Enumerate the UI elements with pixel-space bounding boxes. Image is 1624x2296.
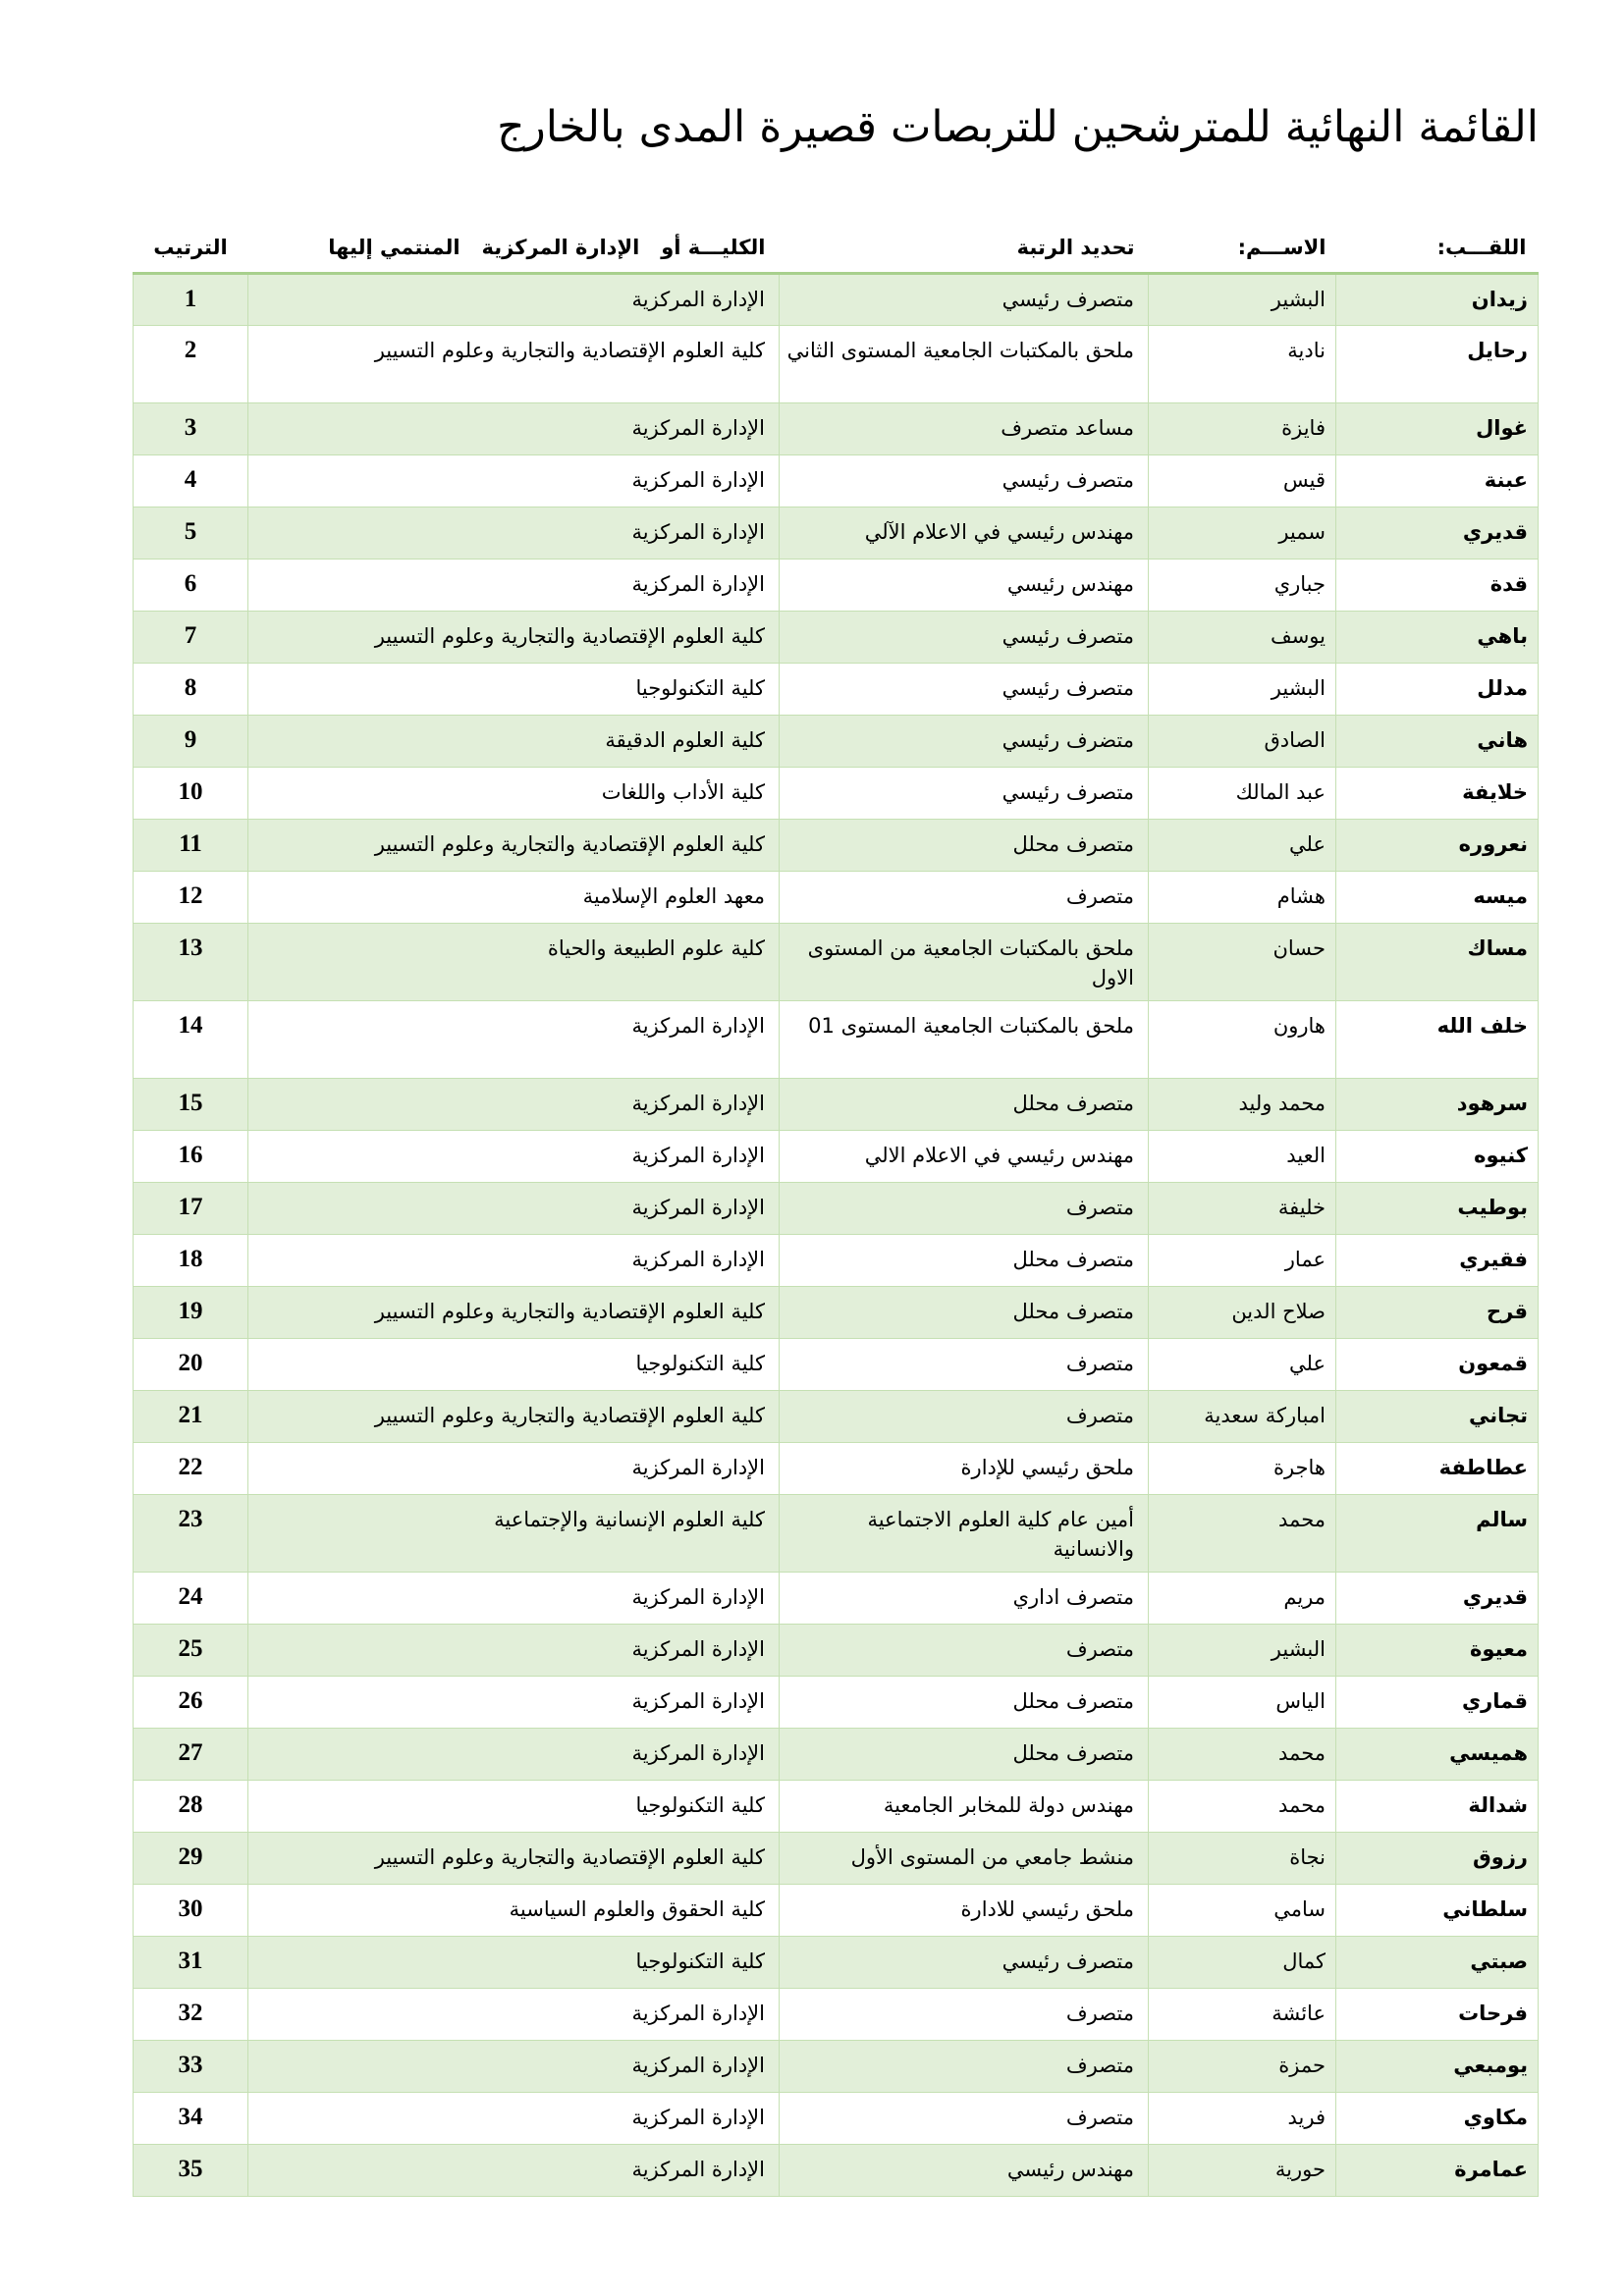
name-cell: عائشة (1149, 1988, 1336, 2040)
name-cell: الياس (1149, 1676, 1336, 1728)
rank-cell: متصرف (780, 1182, 1149, 1234)
faculty-cell: الإدارة المركزية (248, 1182, 780, 1234)
faculty-cell: الإدارة المركزية (248, 1572, 780, 1624)
surname-cell: قديري (1336, 507, 1539, 559)
name-cell: البشير (1149, 663, 1336, 715)
name-cell: عبد المالك (1149, 767, 1336, 819)
table-row (134, 871, 1539, 923)
order-cell: 18 (134, 1234, 248, 1286)
faculty-cell: كلية العلوم الدقيقة (248, 715, 780, 767)
faculty-cell: الإدارة المركزية (248, 1442, 780, 1494)
rank-cell: مهندس رئيسي (780, 2144, 1149, 2196)
surname-cell: زيدان (1336, 273, 1539, 325)
rank-cell: مهندس رئيسي في الاعلام الالي (780, 1130, 1149, 1182)
order-cell: 35 (134, 2144, 248, 2196)
surname-cell: فرحات (1336, 1988, 1539, 2040)
name-cell: كمال (1149, 1936, 1336, 1988)
order-cell: 17 (134, 1182, 248, 1234)
faculty-cell: كلية التكنولوجيا (248, 1338, 780, 1390)
faculty-cell: الإدارة المركزية (248, 1000, 780, 1078)
rank-cell: منشط جامعي من المستوى الأول (780, 1832, 1149, 1884)
table-row (134, 1988, 1539, 2040)
faculty-cell: الإدارة المركزية (248, 454, 780, 507)
surname-cell: صبتي (1336, 1936, 1539, 1988)
surname-cell: قرح (1336, 1286, 1539, 1338)
surname-cell: خلف الله (1336, 1000, 1539, 1078)
rank-cell: متصرف (780, 2040, 1149, 2092)
faculty-cell: الإدارة المركزية (248, 1624, 780, 1676)
surname-cell: نعروره (1336, 819, 1539, 871)
order-cell: 14 (134, 1000, 248, 1078)
rank-cell: مهندس دولة للمخابر الجامعية (780, 1780, 1149, 1832)
rank-cell: متصرف (780, 1624, 1149, 1676)
rank-cell: ملحق رئيسي للادارة (780, 1884, 1149, 1936)
header-surname: اللقـــب: (1336, 224, 1539, 273)
surname-cell: قدة (1336, 559, 1539, 611)
surname-cell: عطاطفة (1336, 1442, 1539, 1494)
order-cell: 22 (134, 1442, 248, 1494)
page-title: القائمة النهائية للمترشحين للتربصات قصيرة المدى بالخارج (497, 102, 1539, 152)
rank-cell: متصرف رئيسي (780, 1936, 1149, 1988)
faculty-cell: كلية التكنولوجيا (248, 1936, 780, 1988)
faculty-cell: كلية التكنولوجيا (248, 663, 780, 715)
table-row (134, 1390, 1539, 1442)
rank-cell: متصرف محلل (780, 1078, 1149, 1130)
table-row (134, 507, 1539, 559)
header-order: الترتيب (134, 224, 248, 273)
name-cell: محمد وليد (1149, 1078, 1336, 1130)
surname-cell: شدالة (1336, 1780, 1539, 1832)
candidates-table-container (134, 224, 1539, 2197)
name-cell: حمزة (1149, 2040, 1336, 2092)
table-row (134, 663, 1539, 715)
faculty-cell: الإدارة المركزية (248, 1988, 780, 2040)
name-cell: مريم (1149, 1572, 1336, 1624)
order-cell: 32 (134, 1988, 248, 2040)
order-cell: 11 (134, 819, 248, 871)
order-cell: 20 (134, 1338, 248, 1390)
rank-cell: متصرف رئيسي (780, 611, 1149, 663)
name-cell: محمد (1149, 1494, 1336, 1572)
order-cell: 25 (134, 1624, 248, 1676)
rank-cell: ملحق بالمكتبات الجامعية المستوى الثاني (780, 325, 1149, 402)
name-cell: فايزة (1149, 402, 1336, 454)
surname-cell: مساك (1336, 923, 1539, 1000)
rank-cell: متصرف محلل (780, 1676, 1149, 1728)
order-cell: 28 (134, 1780, 248, 1832)
table-row (134, 1286, 1539, 1338)
order-cell: 13 (134, 923, 248, 1000)
faculty-cell: كلية العلوم الإقتصادية والتجارية وعلوم التسيير (248, 1832, 780, 1884)
table-row (134, 1780, 1539, 1832)
surname-cell: رزوق (1336, 1832, 1539, 1884)
order-cell: 9 (134, 715, 248, 767)
order-cell: 5 (134, 507, 248, 559)
name-cell: هارون (1149, 1000, 1336, 1078)
order-cell: 12 (134, 871, 248, 923)
table-row (134, 454, 1539, 507)
rank-cell: متصرف محلل (780, 819, 1149, 871)
table-row (134, 2144, 1539, 2196)
name-cell: الصادق (1149, 715, 1336, 767)
surname-cell: خلايفة (1336, 767, 1539, 819)
surname-cell: هاني (1336, 715, 1539, 767)
table-row (134, 325, 1539, 402)
candidates-table (133, 224, 1539, 2197)
faculty-cell: كلية علوم الطبيعة والحياة (248, 923, 780, 1000)
table-row (134, 1936, 1539, 1988)
order-cell: 16 (134, 1130, 248, 1182)
surname-cell: سالم (1336, 1494, 1539, 1572)
name-cell: جباري (1149, 559, 1336, 611)
surname-cell: كنيوه (1336, 1130, 1539, 1182)
surname-cell: عمامرة (1336, 2144, 1539, 2196)
faculty-cell: كلية العلوم الإقتصادية والتجارية وعلوم التسيير (248, 611, 780, 663)
order-cell: 6 (134, 559, 248, 611)
name-cell: علي (1149, 1338, 1336, 1390)
rank-cell: متصرف (780, 871, 1149, 923)
faculty-cell: كلية الأداب واللغات (248, 767, 780, 819)
faculty-cell: الإدارة المركزية (248, 2092, 780, 2144)
table-row (134, 611, 1539, 663)
faculty-cell: الإدارة المركزية (248, 1130, 780, 1182)
rank-cell: متصرف رئيسي (780, 767, 1149, 819)
surname-cell: قماري (1336, 1676, 1539, 1728)
rank-cell: متصرف (780, 2092, 1149, 2144)
faculty-cell: الإدارة المركزية (248, 559, 780, 611)
rank-cell: متصرف رئيسي (780, 663, 1149, 715)
table-row (134, 2092, 1539, 2144)
order-cell: 2 (134, 325, 248, 402)
surname-cell: غوال (1336, 402, 1539, 454)
table-row (134, 1182, 1539, 1234)
table-row (134, 1130, 1539, 1182)
faculty-cell: كلية العلوم الإقتصادية والتجارية وعلوم التسيير (248, 1390, 780, 1442)
name-cell: امباركة سعدية (1149, 1390, 1336, 1442)
table-row (134, 1676, 1539, 1728)
faculty-cell: الإدارة المركزية (248, 2144, 780, 2196)
order-cell: 10 (134, 767, 248, 819)
name-cell: صلاح الدين (1149, 1286, 1336, 1338)
faculty-cell: معهد العلوم الإسلامية (248, 871, 780, 923)
faculty-cell: الإدارة المركزية (248, 1728, 780, 1780)
rank-cell: متصرف اداري (780, 1572, 1149, 1624)
table-row (134, 1624, 1539, 1676)
faculty-cell: الإدارة المركزية (248, 273, 780, 325)
table-row (134, 819, 1539, 871)
name-cell: هاجرة (1149, 1442, 1336, 1494)
table-row (134, 402, 1539, 454)
name-cell: خليفة (1149, 1182, 1336, 1234)
table-row (134, 715, 1539, 767)
name-cell: عمار (1149, 1234, 1336, 1286)
table-row (134, 1442, 1539, 1494)
surname-cell: رحايل (1336, 325, 1539, 402)
table-row (134, 1338, 1539, 1390)
order-cell: 30 (134, 1884, 248, 1936)
rank-cell: متصرف (780, 1390, 1149, 1442)
order-cell: 21 (134, 1390, 248, 1442)
name-cell: سمير (1149, 507, 1336, 559)
name-cell: يوسف (1149, 611, 1336, 663)
table-row (134, 767, 1539, 819)
faculty-cell: كلية العلوم الإقتصادية والتجارية وعلوم التسيير (248, 819, 780, 871)
name-cell: محمد (1149, 1728, 1336, 1780)
order-cell: 19 (134, 1286, 248, 1338)
surname-cell: عبنة (1336, 454, 1539, 507)
order-cell: 1 (134, 273, 248, 325)
name-cell: البشير (1149, 273, 1336, 325)
name-cell: علي (1149, 819, 1336, 871)
faculty-cell: الإدارة المركزية (248, 2040, 780, 2092)
name-cell: حسان (1149, 923, 1336, 1000)
rank-cell: ملحق بالمكتبات الجامعية المستوى 01 (780, 1000, 1149, 1078)
rank-cell: متصرف (780, 1338, 1149, 1390)
order-cell: 3 (134, 402, 248, 454)
table-row (134, 273, 1539, 325)
surname-cell: مكاوي (1336, 2092, 1539, 2144)
faculty-cell: الإدارة المركزية (248, 1234, 780, 1286)
table-row (134, 559, 1539, 611)
table-row (134, 1234, 1539, 1286)
name-cell: محمد (1149, 1780, 1336, 1832)
name-cell: حورية (1149, 2144, 1336, 2196)
faculty-cell: كلية التكنولوجيا (248, 1780, 780, 1832)
rank-cell: ملحق بالمكتبات الجامعية من المستوى الاول (780, 923, 1149, 1000)
surname-cell: مدلل (1336, 663, 1539, 715)
order-cell: 34 (134, 2092, 248, 2144)
faculty-cell: الإدارة المركزية (248, 402, 780, 454)
rank-cell: متصرف محلل (780, 1286, 1149, 1338)
surname-cell: يومبعي (1336, 2040, 1539, 2092)
surname-cell: بوطيب (1336, 1182, 1539, 1234)
order-cell: 26 (134, 1676, 248, 1728)
surname-cell: باهي (1336, 611, 1539, 663)
faculty-cell: كلية الحقوق والعلوم السياسية (248, 1884, 780, 1936)
table-row (134, 1000, 1539, 1078)
rank-cell: مساعد متصرف (780, 402, 1149, 454)
table-row (134, 1494, 1539, 1572)
rank-cell: ملحق رئيسي للإدارة (780, 1442, 1149, 1494)
surname-cell: قديري (1336, 1572, 1539, 1624)
order-cell: 29 (134, 1832, 248, 1884)
rank-cell: أمين عام كلية العلوم الاجتماعية والانسانية (780, 1494, 1149, 1572)
faculty-cell: الإدارة المركزية (248, 1676, 780, 1728)
header-rank: تحديد الرتبة (780, 224, 1149, 273)
table-row (134, 2040, 1539, 2092)
name-cell: البشير (1149, 1624, 1336, 1676)
rank-cell: متصرف (780, 1988, 1149, 2040)
name-cell: نادية (1149, 325, 1336, 402)
header-name: الاســـم: (1149, 224, 1336, 273)
faculty-cell: كلية العلوم الإقتصادية والتجارية وعلوم التسيير (248, 325, 780, 402)
rank-cell: متصرف محلل (780, 1234, 1149, 1286)
surname-cell: سرهود (1336, 1078, 1539, 1130)
surname-cell: ميسه (1336, 871, 1539, 923)
faculty-cell: الإدارة المركزية (248, 1078, 780, 1130)
order-cell: 24 (134, 1572, 248, 1624)
name-cell: نجاة (1149, 1832, 1336, 1884)
rank-cell: متصرف محلل (780, 1728, 1149, 1780)
header-faculty: الكليـــة أو الإدارة المركزية المنتمي إليها (248, 224, 780, 273)
surname-cell: معيوة (1336, 1624, 1539, 1676)
surname-cell: فقيري (1336, 1234, 1539, 1286)
order-cell: 8 (134, 663, 248, 715)
order-cell: 27 (134, 1728, 248, 1780)
faculty-cell: كلية العلوم الإنسانية والإجتماعية (248, 1494, 780, 1572)
table-row (134, 923, 1539, 1000)
name-cell: هشام (1149, 871, 1336, 923)
name-cell: فريد (1149, 2092, 1336, 2144)
rank-cell: مهندس رئيسي (780, 559, 1149, 611)
rank-cell: متصرف رئيسي (780, 454, 1149, 507)
order-cell: 15 (134, 1078, 248, 1130)
order-cell: 31 (134, 1936, 248, 1988)
surname-cell: هميسي (1336, 1728, 1539, 1780)
order-cell: 7 (134, 611, 248, 663)
faculty-cell: الإدارة المركزية (248, 507, 780, 559)
name-cell: العيد (1149, 1130, 1336, 1182)
rank-cell: متصرف رئيسي (780, 273, 1149, 325)
faculty-cell: كلية العلوم الإقتصادية والتجارية وعلوم التسيير (248, 1286, 780, 1338)
rank-cell: متضرف رئيسي (780, 715, 1149, 767)
order-cell: 4 (134, 454, 248, 507)
surname-cell: تجاني (1336, 1390, 1539, 1442)
table-row (134, 1884, 1539, 1936)
table-row (134, 1832, 1539, 1884)
table-row (134, 1078, 1539, 1130)
name-cell: سامي (1149, 1884, 1336, 1936)
table-row (134, 1572, 1539, 1624)
order-cell: 33 (134, 2040, 248, 2092)
table-row (134, 1728, 1539, 1780)
rank-cell: مهندس رئيسي في الاعلام الآلي (780, 507, 1149, 559)
surname-cell: سلطاني (1336, 1884, 1539, 1936)
table-header-row (134, 224, 1539, 273)
order-cell: 23 (134, 1494, 248, 1572)
surname-cell: قمعون (1336, 1338, 1539, 1390)
name-cell: قيس (1149, 454, 1336, 507)
